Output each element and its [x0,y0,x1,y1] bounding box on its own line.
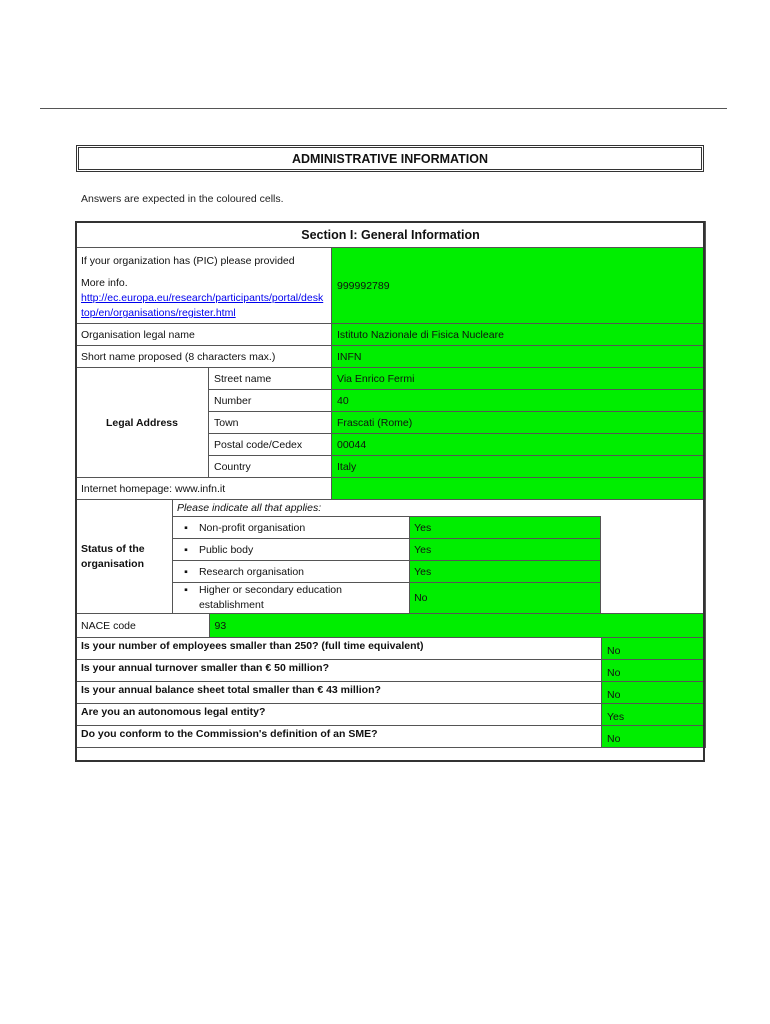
status-instruction: Please indicate all that applies: [176,502,322,514]
status-item-label: Public body [198,543,254,556]
nace-input[interactable]: 93 [209,614,705,637]
postal-code-input[interactable]: 00044 [332,434,706,456]
homepage-label: Internet homepage: www.infn.it [76,478,332,500]
nace-table [76,614,705,637]
short-name-label: Short name proposed (8 characters max.) [76,346,332,368]
research-input[interactable]: Yes [410,561,601,583]
status-item-label: Non-profit organisation [198,521,306,534]
town-label: Town [209,412,332,434]
town-input[interactable]: Frascati (Rome) [332,412,706,434]
autonomous-answer[interactable]: Yes [602,704,706,726]
employees-answer[interactable]: No [602,638,706,660]
status-item-public-body: ▪ Public body [172,539,409,561]
number-label: Number [209,390,332,412]
status-item-education: ▪ Higher or secondary education establishment [172,583,409,614]
nonprofit-input[interactable]: Yes [410,517,601,539]
status-item-nonprofit: ▪ Non-profit organisation [172,517,409,539]
status-item-research: ▪ Research organisation [172,561,409,583]
nace-block [76,614,706,638]
pic-label-cell [76,248,332,324]
street-name-label: Street name [209,368,332,390]
question-autonomous: Are you an autonomous legal entity? [76,704,602,726]
nace-label: NACE code [76,614,209,637]
turnover-answer[interactable]: No [602,660,706,682]
country-input[interactable]: Italy [332,456,706,478]
page-title: ADMINISTRATIVE INFORMATION [76,145,704,172]
section-title: Section I: General Information [76,222,706,248]
empty-cell [600,539,705,561]
postal-code-label: Postal code/Cedex [209,434,332,456]
number-input[interactable]: 40 [332,390,706,412]
question-turnover: Is your annual turnover smaller than € 50 million? [76,660,602,682]
public-body-input[interactable]: Yes [410,539,601,561]
street-name-input[interactable]: Via Enrico Fermi [332,368,706,390]
empty-cell [600,583,705,614]
more-info-label: More info. [81,277,128,289]
balance-sheet-answer[interactable]: No [602,682,706,704]
status-block [76,500,706,614]
pic-register-link[interactable]: http://ec.europa.eu/research/participants/portal/desktop/en/organisations/register.html [81,292,324,319]
question-employees: Is your number of employees smaller than 250? (full time equivalent) [76,638,602,660]
pic-input[interactable]: 999992789 [332,248,706,324]
question-balance-sheet: Is your annual balance sheet total smaller than € 43 million? [76,682,602,704]
legal-name-label: Organisation legal name [76,324,332,346]
short-name-input[interactable]: INFN [332,346,706,368]
status-label: Status of the organisation [76,500,172,613]
sme-answer[interactable]: No [602,726,706,748]
status-table [76,500,705,613]
empty-cell [600,517,705,539]
general-information-form [75,221,706,748]
instructions-note: Answers are expected in the coloured cells. [81,193,284,205]
status-item-label: Research organisation [198,565,305,578]
legal-address-label: Legal Address [76,368,209,478]
legal-name-input[interactable]: Istituto Nazionale di Fisica Nucleare [332,324,706,346]
pic-label: If your organization has (PIC) please provided [81,255,295,267]
status-item-label: Higher or secondary education establishment [198,584,342,611]
education-input[interactable]: No [410,583,601,614]
top-divider [40,108,727,109]
country-label: Country [209,456,332,478]
empty-cell [600,561,705,583]
question-sme: Do you conform to the Commission's definition of an SME? [76,726,602,748]
homepage-input[interactable] [332,478,706,500]
